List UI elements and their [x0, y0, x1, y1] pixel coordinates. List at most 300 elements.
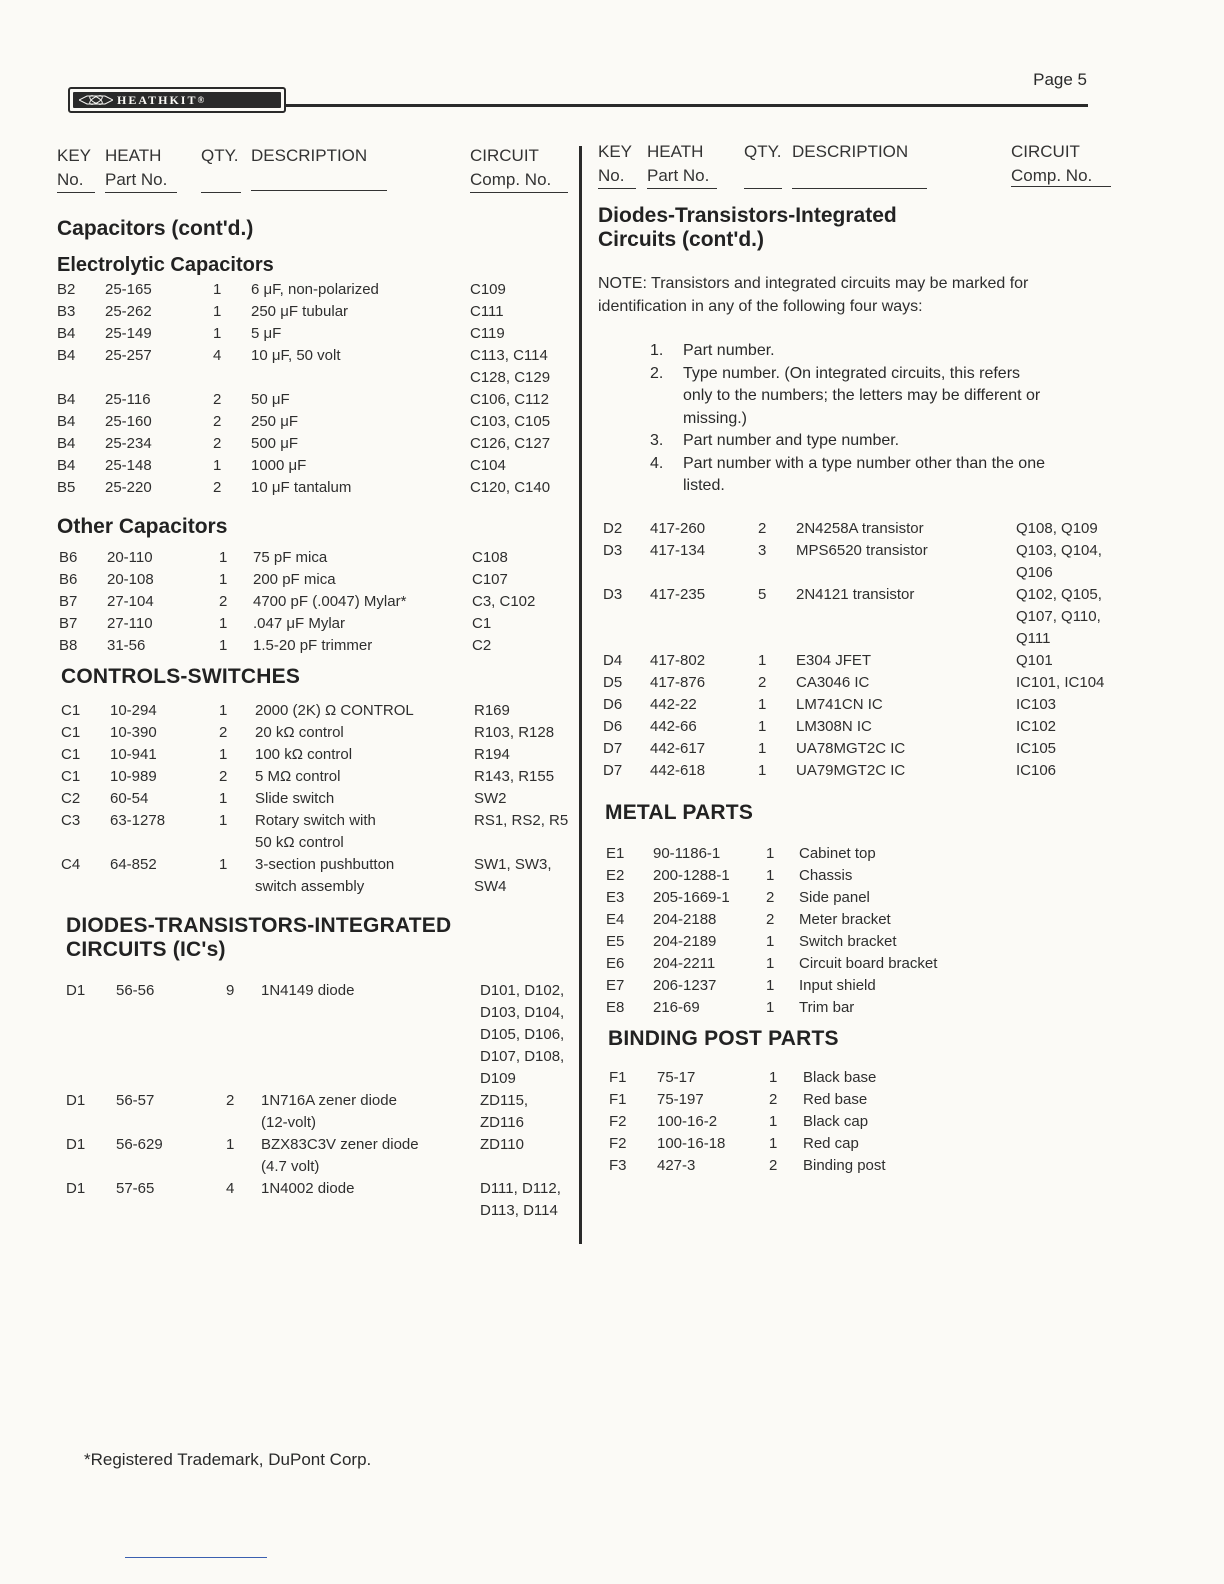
- description: 10 μF tantalum: [251, 479, 352, 496]
- bottom-rule: [125, 1557, 267, 1558]
- section-title-diodes-2: CIRCUITS (IC's): [66, 938, 226, 961]
- parts-row: [609, 1089, 1124, 1111]
- header-underline: [792, 188, 927, 189]
- key-number: D1: [66, 1136, 86, 1153]
- quantity: 1: [769, 1112, 778, 1130]
- marking-way-item: [598, 430, 1113, 453]
- parts-row: [59, 613, 574, 635]
- key-number: B6: [59, 571, 78, 588]
- description: 50 kΩ control: [255, 834, 344, 851]
- description: Rotary switch with: [255, 812, 376, 829]
- parts-row: [61, 744, 576, 766]
- heath-part-number: 200-1288-1: [653, 866, 730, 884]
- parts-row: [606, 843, 1121, 865]
- marking-ways-list: [598, 340, 1113, 498]
- description: BZX83C3V zener diode: [261, 1136, 419, 1153]
- key-number: B5: [57, 479, 76, 496]
- key-number: B3: [57, 303, 76, 320]
- key-number: B6: [59, 549, 78, 566]
- heath-part-number: 442-22: [650, 695, 697, 713]
- heath-part-number: 442-66: [650, 717, 697, 735]
- parts-row: [606, 865, 1121, 887]
- quantity: 1: [766, 932, 775, 950]
- circuit-component: Q102, Q105,: [1016, 585, 1102, 603]
- heath-part-number: 25-220: [105, 479, 152, 496]
- heath-part-number: 56-629: [116, 1136, 163, 1153]
- heath-part-number: 417-876: [650, 673, 706, 691]
- header-underline: [1011, 186, 1111, 187]
- heath-part-number: 25-160: [105, 413, 152, 430]
- quantity: 2: [766, 888, 775, 906]
- controls-switches-table: [61, 700, 576, 898]
- circuit-component: Q111: [1016, 629, 1051, 647]
- description: LM741CN IC: [796, 695, 883, 713]
- key-number: E7: [606, 976, 625, 994]
- key-number: B4: [57, 391, 76, 408]
- description: Slide switch: [255, 790, 335, 807]
- heath-part-number: 417-134: [650, 541, 706, 559]
- key-number: D6: [603, 717, 623, 735]
- quantity: 2: [219, 724, 228, 741]
- quantity: 1: [213, 281, 222, 298]
- key-number: E5: [606, 932, 625, 950]
- description: Trim bar: [799, 998, 855, 1016]
- parts-row: [603, 760, 1118, 782]
- parts-row: [57, 455, 572, 477]
- circuit-component: R143, R155: [474, 768, 555, 785]
- header-circuit: CIRCUIT: [1011, 142, 1080, 161]
- diodes-table: [66, 980, 581, 1222]
- key-number: C1: [61, 724, 81, 741]
- circuit-component: Q101: [1016, 651, 1053, 669]
- parts-row: [59, 635, 574, 657]
- parts-row: [609, 1067, 1124, 1089]
- section-title-binding-post-parts: BINDING POST PARTS: [608, 1026, 839, 1050]
- heath-part-number: 100-16-18: [657, 1134, 726, 1152]
- parts-row: [606, 931, 1121, 953]
- key-number: B4: [57, 435, 76, 452]
- header-description: DESCRIPTION: [251, 146, 368, 165]
- heath-part-number: 60-54: [110, 790, 149, 807]
- parts-row: [603, 738, 1118, 760]
- circuit-component: Q106: [1016, 563, 1053, 581]
- circuit-component: C126, C127: [470, 435, 551, 452]
- metal-parts-table: [606, 843, 1121, 1019]
- quantity: 1: [766, 844, 775, 862]
- heath-part-number: 63-1278: [110, 812, 166, 829]
- heath-part-number: 25-165: [105, 281, 152, 298]
- circuit-component: RS1, RS2, R5: [474, 812, 569, 829]
- marking-way-item: [598, 453, 1113, 476]
- key-number: B8: [59, 637, 78, 654]
- quantity: 1: [226, 1136, 235, 1153]
- heath-part-number: 25-116: [105, 391, 151, 408]
- parts-row: [603, 672, 1118, 694]
- note-line-2: identification in any of the following four ways:: [598, 298, 923, 315]
- page-number: Page 5: [1033, 70, 1087, 89]
- key-number: D6: [603, 695, 623, 713]
- header-underline: [744, 188, 782, 189]
- circuit-component: C103, C105: [470, 413, 551, 430]
- description: CA3046 IC: [796, 673, 870, 691]
- heath-part-number: 442-617: [650, 739, 706, 757]
- quantity: 1: [758, 717, 767, 735]
- electrolytic-capacitor-table: [57, 279, 572, 499]
- quantity: 4: [226, 1180, 235, 1197]
- section-title-dt-2: Circuits (cont'd.): [598, 228, 764, 251]
- heath-part-number: 90-1186-1: [653, 844, 721, 862]
- key-number: C4: [61, 856, 81, 873]
- section-title-diodes-1: DIODES-TRANSISTORS-INTEGRATED: [66, 914, 452, 937]
- quantity: 2: [219, 768, 228, 785]
- heath-part-number: 20-110: [107, 549, 153, 566]
- circuit-component: IC101, IC104: [1016, 673, 1105, 691]
- description: E304 JFET: [796, 651, 872, 669]
- header-key: KEY: [598, 142, 633, 161]
- parts-row: [66, 1134, 581, 1178]
- key-number: F2: [609, 1112, 627, 1130]
- parts-row: [61, 788, 576, 810]
- description: 20 kΩ control: [255, 724, 344, 741]
- key-number: D4: [603, 651, 623, 669]
- parts-row: [606, 997, 1121, 1019]
- marking-way-item: [598, 475, 1113, 498]
- quantity: 1: [213, 303, 222, 320]
- quantity: 1: [219, 637, 228, 654]
- heath-part-number: 206-1237: [653, 976, 717, 994]
- marking-way-item: [598, 363, 1113, 386]
- description: Circuit board bracket: [799, 954, 938, 972]
- description: 200 pF mica: [253, 571, 336, 588]
- circuit-component: ZD116: [480, 1114, 524, 1131]
- description: Cabinet top: [799, 844, 876, 862]
- parts-row: [59, 547, 574, 569]
- heath-part-number: 427-3: [657, 1156, 696, 1174]
- heath-part-number: 417-802: [650, 651, 706, 669]
- heath-part-number: 25-234: [105, 435, 152, 452]
- parts-row: [57, 345, 572, 389]
- circuit-component: C107: [472, 571, 508, 588]
- right-column: [598, 140, 1113, 1177]
- list-text: Part number with a type number other than the one: [683, 454, 1045, 472]
- description: 5 MΩ control: [255, 768, 341, 785]
- circuit-component: C106, C112: [470, 391, 549, 408]
- parts-row: [59, 591, 574, 613]
- heathkit-logo: [68, 87, 286, 113]
- key-number: B4: [57, 325, 76, 342]
- parts-row: [57, 477, 572, 499]
- parts-row: [57, 301, 572, 323]
- quantity: 2: [213, 391, 222, 408]
- parts-row: [603, 716, 1118, 738]
- key-number: C1: [61, 746, 81, 763]
- circuit-component: C111: [470, 303, 504, 320]
- key-number: E8: [606, 998, 625, 1016]
- key-number: D7: [603, 739, 623, 757]
- heath-part-number: 10-390: [110, 724, 157, 741]
- brand-name: HEATHKIT: [117, 92, 198, 107]
- parts-row: [61, 810, 576, 854]
- quantity: 1: [219, 615, 228, 632]
- quantity: 1: [766, 998, 775, 1016]
- parts-row: [603, 694, 1118, 716]
- parts-row: [603, 584, 1118, 650]
- header-heath: HEATH: [105, 146, 162, 165]
- key-number: F2: [609, 1134, 627, 1152]
- circuit-component: ZD110: [480, 1136, 524, 1153]
- description: 6 μF, non-polarized: [251, 281, 379, 298]
- heath-part-number: 27-104: [107, 593, 154, 610]
- description: Black base: [803, 1068, 877, 1086]
- circuit-component: R169: [474, 702, 510, 719]
- description: Binding post: [803, 1156, 886, 1174]
- parts-row: [59, 569, 574, 591]
- description: 10 μF, 50 volt: [251, 347, 341, 364]
- quantity: 3: [758, 541, 767, 559]
- heath-part-number: 10-989: [110, 768, 157, 785]
- list-number: 2.: [650, 364, 664, 382]
- circuit-component: IC102: [1016, 717, 1057, 735]
- list-text: only to the numbers; the letters may be different or: [683, 387, 1041, 404]
- parts-row: [609, 1133, 1124, 1155]
- circuit-component: C119: [470, 325, 505, 342]
- header-underline: [105, 192, 177, 193]
- section-title-capacitors: Capacitors (cont'd.): [57, 217, 254, 240]
- parts-row: [61, 854, 576, 898]
- description: 5 μF: [251, 325, 282, 342]
- key-number: B4: [57, 347, 76, 364]
- heath-part-number: 20-108: [107, 571, 154, 588]
- parts-row: [57, 279, 572, 301]
- circuit-component: D111, D112,: [480, 1180, 561, 1197]
- description: Red cap: [803, 1134, 859, 1152]
- key-number: C3: [61, 812, 81, 829]
- quantity: 1: [769, 1134, 778, 1152]
- heath-part-number: 417-260: [650, 519, 706, 537]
- description: 1N4149 diode: [261, 982, 355, 999]
- key-number: D1: [66, 1180, 86, 1197]
- quantity: 1: [219, 812, 228, 829]
- list-number: 4.: [650, 454, 664, 472]
- header-underline: [598, 188, 636, 189]
- quantity: 1: [219, 549, 228, 566]
- circuit-component: C104: [470, 457, 506, 474]
- header-underline: [251, 190, 387, 191]
- key-number: D2: [603, 519, 623, 537]
- description: 50 μF: [251, 391, 290, 408]
- parts-row: [606, 953, 1121, 975]
- subsection-title-other-capacitors: Other Capacitors: [57, 515, 228, 538]
- parts-row: [603, 650, 1118, 672]
- heath-part-number: 57-65: [116, 1180, 155, 1197]
- header-key-no: No.: [598, 166, 625, 185]
- parts-row: [606, 887, 1121, 909]
- description: 1000 μF: [251, 457, 307, 474]
- description: 75 pF mica: [253, 549, 328, 566]
- key-number: E6: [606, 954, 625, 972]
- circuit-component: D109: [480, 1070, 516, 1087]
- quantity: 1: [219, 856, 228, 873]
- description: 100 kΩ control: [255, 746, 353, 763]
- parts-row: [609, 1111, 1124, 1133]
- quantity: 1: [766, 976, 775, 994]
- key-number: D3: [603, 585, 623, 603]
- circuit-component: SW1, SW3,: [474, 856, 552, 873]
- header-description: DESCRIPTION: [792, 142, 909, 161]
- description: 250 μF: [251, 413, 298, 430]
- parts-row: [606, 909, 1121, 931]
- quantity: 2: [769, 1156, 778, 1174]
- left-column: [57, 142, 572, 1222]
- key-number: E4: [606, 910, 625, 928]
- heath-part-number: 27-110: [107, 615, 153, 632]
- heath-part-number: 75-197: [657, 1090, 704, 1108]
- circuit-component: IC105: [1016, 739, 1057, 757]
- quantity: 1: [758, 651, 767, 669]
- description: Switch bracket: [799, 932, 897, 950]
- heath-part-number: 10-941: [110, 746, 157, 763]
- circuit-component: C120, C140: [470, 479, 551, 496]
- header-key-no: No.: [57, 170, 84, 189]
- quantity: 1: [766, 954, 775, 972]
- circuit-component: SW2: [474, 790, 507, 807]
- description: MPS6520 transistor: [796, 541, 928, 559]
- key-number: E1: [606, 844, 625, 862]
- key-number: E3: [606, 888, 625, 906]
- parts-row: [61, 766, 576, 788]
- circuit-component: D101, D102,: [480, 982, 565, 999]
- marking-way-item: [598, 340, 1113, 363]
- key-number: F3: [609, 1156, 627, 1174]
- circuit-component: Q103, Q104,: [1016, 541, 1102, 559]
- quantity: 1: [758, 761, 767, 779]
- description: 500 μF: [251, 435, 298, 452]
- note-line-1: NOTE: Transistors and integrated circuits may be marked for: [598, 275, 1029, 292]
- key-number: F1: [609, 1068, 627, 1086]
- circuit-component: C109: [470, 281, 506, 298]
- description: (4.7 volt): [261, 1158, 320, 1175]
- parts-row: [66, 1178, 581, 1222]
- heath-part-number: 25-149: [105, 325, 152, 342]
- quantity: 9: [226, 982, 235, 999]
- header-underline: [57, 192, 95, 193]
- quantity: 2: [213, 479, 222, 496]
- description: 2N4121 transistor: [796, 585, 915, 603]
- heath-part-number: 205-1669-1: [653, 888, 730, 906]
- key-number: B7: [59, 593, 78, 610]
- description: Input shield: [799, 976, 876, 994]
- parts-row: [66, 980, 581, 1090]
- heath-part-number: 204-2188: [653, 910, 717, 928]
- header-underline: [201, 192, 241, 193]
- key-number: F1: [609, 1090, 627, 1108]
- quantity: 2: [219, 593, 228, 610]
- circuit-component: SW4: [474, 878, 507, 895]
- parts-row: [606, 975, 1121, 997]
- circuit-component: D113, D114: [480, 1202, 558, 1219]
- circuit-component: Q108, Q109: [1016, 519, 1098, 537]
- logo-badge: [73, 92, 281, 108]
- circuit-component: C2: [472, 637, 492, 654]
- description: 2N4258A transistor: [796, 519, 924, 537]
- quantity: 4: [213, 347, 222, 364]
- parts-row: [603, 540, 1118, 584]
- key-number: C2: [61, 790, 81, 807]
- description: .047 μF Mylar: [253, 615, 345, 632]
- heath-part-number: 75-17: [657, 1068, 696, 1086]
- heath-part-number: 31-56: [107, 637, 146, 654]
- brand-registered-mark: ®: [197, 95, 205, 105]
- heath-part-number: 10-294: [110, 702, 157, 719]
- description: switch assembly: [255, 878, 365, 895]
- quantity: 1: [219, 571, 228, 588]
- description: 1N716A zener diode: [261, 1092, 397, 1109]
- column-header: [57, 142, 572, 194]
- list-text: missing.): [683, 409, 748, 427]
- quantity: 2: [758, 673, 767, 691]
- section-title-dt-1: Diodes-Transistors-Integrated: [598, 204, 897, 227]
- atom-icon: [79, 93, 113, 107]
- quantity: 1: [219, 746, 228, 763]
- header-circuit: CIRCUIT: [470, 146, 539, 165]
- circuit-component: Q107, Q110,: [1016, 607, 1101, 625]
- description: Black cap: [803, 1112, 869, 1130]
- quantity: 2: [226, 1092, 235, 1109]
- circuit-component: C108: [472, 549, 508, 566]
- quantity: 1: [769, 1068, 778, 1086]
- binding-post-parts-table: [609, 1067, 1124, 1177]
- key-number: D1: [66, 982, 86, 999]
- section-title-controls-switches: CONTROLS-SWITCHES: [61, 665, 301, 688]
- header-key: KEY: [57, 146, 92, 165]
- key-number: C1: [61, 768, 81, 785]
- parts-row: [609, 1155, 1124, 1177]
- parts-row: [57, 389, 572, 411]
- header-part-no: Part No.: [647, 166, 710, 185]
- circuit-component: C1: [472, 615, 492, 632]
- list-text: Type number. (On integrated circuits, this refers: [683, 364, 1021, 382]
- description: Chassis: [799, 866, 853, 884]
- description: Red base: [803, 1090, 868, 1108]
- key-number: E2: [606, 866, 625, 884]
- key-number: D7: [603, 761, 623, 779]
- list-number: 1.: [650, 342, 664, 359]
- description: (12-volt): [261, 1114, 317, 1131]
- circuit-component: R103, R128: [474, 724, 555, 741]
- marking-way-item: [598, 385, 1113, 408]
- circuit-component: IC103: [1016, 695, 1057, 713]
- list-text: listed.: [683, 477, 725, 494]
- circuit-component: C3, C102: [472, 593, 536, 610]
- parts-row: [57, 433, 572, 455]
- quantity: 1: [219, 702, 228, 719]
- circuit-component: D105, D106,: [480, 1026, 565, 1043]
- subsection-title-electrolytic: Electrolytic Capacitors: [57, 254, 274, 276]
- parts-row: [61, 722, 576, 744]
- list-text: Part number.: [683, 342, 775, 359]
- description: 2000 (2K) Ω CONTROL: [255, 702, 414, 719]
- heath-part-number: 25-148: [105, 457, 152, 474]
- description: LM308N IC: [796, 717, 872, 735]
- description: Side panel: [799, 888, 870, 906]
- header-rule: [285, 104, 1088, 107]
- quantity: 2: [766, 910, 775, 928]
- key-number: D5: [603, 673, 623, 691]
- heath-part-number: 417-235: [650, 585, 706, 603]
- quantity: 1: [758, 695, 767, 713]
- quantity: 1: [219, 790, 228, 807]
- circuit-component: D107, D108,: [480, 1048, 565, 1065]
